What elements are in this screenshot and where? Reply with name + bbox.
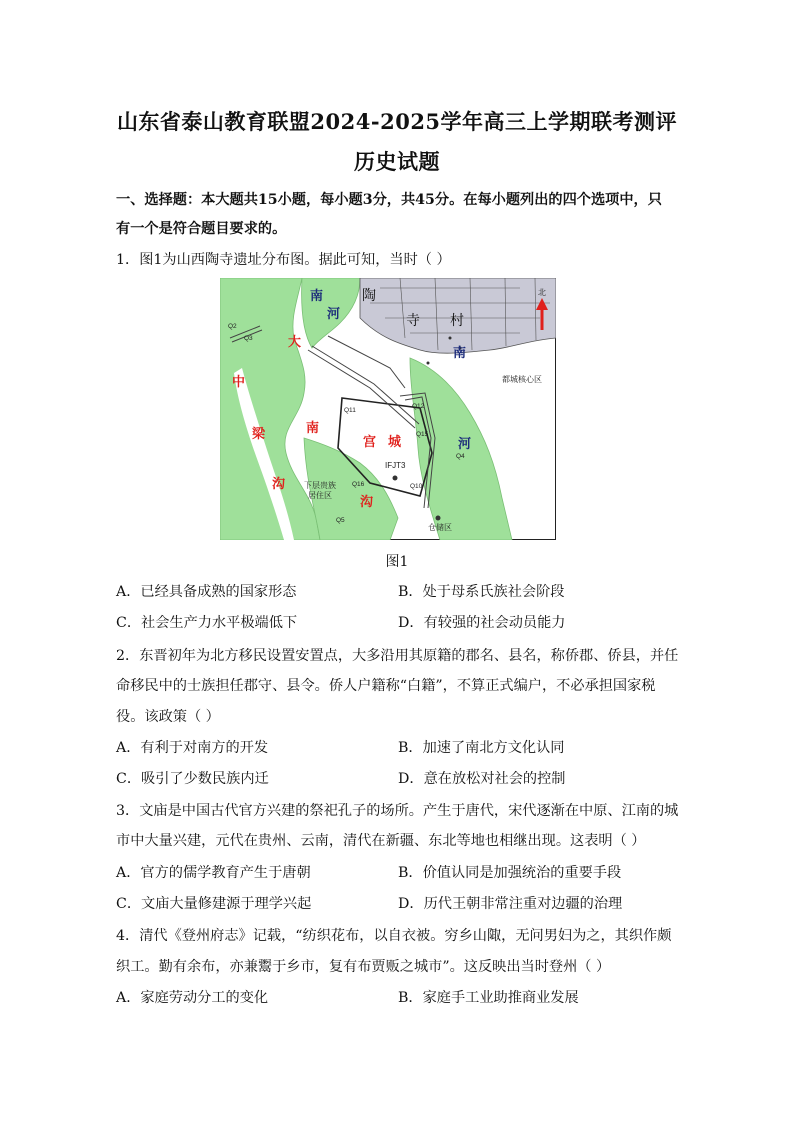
- map-label-nan-mid: 南: [306, 420, 320, 435]
- map-label-q10: Q10: [410, 483, 423, 490]
- map-label-q3: Q3: [244, 335, 253, 342]
- map-label-q4: Q4: [456, 453, 465, 460]
- map-label-nanhe-right-2: 河: [458, 436, 472, 451]
- question-4-line2: 织工。勤有余布，亦兼鬻于乡市，复有布贾贩之城市”。这反映出当时登州（ ）: [116, 959, 611, 975]
- map-label-nanhe-right-1: 南: [453, 345, 467, 360]
- map-label-cangchu: 仓储区: [428, 523, 452, 532]
- exam-title: 山东省泰山教育联盟2024-2025学年高三上学期联考测评: [116, 109, 678, 134]
- map-label-q12: Q12: [412, 403, 425, 410]
- question-4-line1: 4．清代《登州府志》记载，“纺织花布，以自衣被。穷乡山陬，无问男妇为之，其织作颇: [116, 928, 672, 944]
- section-instruction-line2: 有一个是符合题目要求的。: [116, 221, 287, 237]
- q2-option-c: C．吸引了少数民族内迁: [116, 771, 269, 787]
- map-label-gou-mid: 沟: [360, 494, 374, 509]
- map-label-tao: 陶: [362, 287, 376, 303]
- map-label-si: 寺: [406, 312, 420, 328]
- q2-option-d: D．意在放松对社会的控制: [398, 771, 566, 787]
- map-label-nanhe-2: 河: [327, 306, 341, 321]
- q3-option-d: D．历代王朝非常注重对边疆的治理: [398, 896, 623, 912]
- map-label-q15: Q15: [416, 431, 429, 438]
- figure-1-caption: 图1: [385, 554, 409, 570]
- question-3-line2: 市中大量兴建，元代在贵州、云南，清代在新疆、东北等地也相继出现。这表明（ ）: [116, 833, 646, 849]
- map-label-ducheng: 都城核心区: [502, 375, 542, 384]
- map-label-q2: Q2: [228, 323, 237, 330]
- question-2-line1: 2．东晋初年为北方移民设置安置点，大多沿用其原籍的郡名、县名，称侨郡、侨县，并任: [116, 648, 679, 664]
- map-label-gong: 宫: [363, 434, 377, 449]
- map-label-q5: Q5: [336, 517, 345, 524]
- map-label-zhong: 中: [232, 374, 246, 389]
- q4-option-a: A．家庭劳动分工的变化: [116, 990, 269, 1006]
- map-label-ifjt3: IFJT3: [385, 461, 406, 470]
- question-1-stem: 1．图1为山西陶寺遗址分布图。据此可知，当时（ ）: [116, 252, 451, 268]
- map-label-liang: 梁: [252, 426, 266, 441]
- q3-option-a: A．官方的儒学教育产生于唐朝: [116, 865, 311, 881]
- map-label-q11: Q11: [344, 407, 356, 414]
- taosi-site-map: [220, 278, 556, 540]
- map-label-north: 北: [538, 288, 546, 297]
- map-label-xiaceng: 下层贵族: [304, 481, 336, 490]
- map-label-juzhu: 居住区: [308, 491, 332, 500]
- map-label-cun: 村: [450, 312, 464, 328]
- q1-option-d: D．有较强的社会动员能力: [398, 615, 566, 631]
- q2-option-a: A．有利于对南方的开发: [116, 740, 269, 756]
- question-2-line3: 役。该政策（ ）: [116, 709, 220, 725]
- map-label-da: 大: [288, 334, 302, 349]
- map-label-nanhe-1: 南: [310, 288, 324, 303]
- q4-option-b: B．家庭手工业助推商业发展: [398, 990, 579, 1006]
- q1-option-c: C．社会生产力水平极端低下: [116, 615, 298, 631]
- q3-option-b: B．价值认同是加强统治的重要手段: [398, 865, 622, 881]
- q3-option-c: C．文庙大量修建源于理学兴起: [116, 896, 312, 912]
- map-label-cheng: 城: [388, 434, 402, 449]
- section-instruction-line1: 一、选择题：本大题共15小题，每小题3分，共45分。在每小题列出的四个选项中，只: [116, 192, 662, 208]
- q1-option-a: A．已经具备成熟的国家形态: [116, 584, 297, 600]
- q1-option-b: B．处于母系氏族社会阶段: [398, 584, 565, 600]
- question-3-line1: 3．文庙是中国古代官方兴建的祭祀孔子的场所。产生于唐代，宋代逐渐在中原、江南的城: [116, 803, 679, 819]
- exam-subtitle: 历史试题: [354, 149, 440, 174]
- question-2-line2: 命移民中的士族担任郡守、县令。侨人户籍称“白籍”，不算正式编户，不必承担国家税: [116, 678, 656, 694]
- map-label-gou-left: 沟: [272, 476, 286, 491]
- map-label-q16: Q16: [352, 481, 365, 488]
- q2-option-b: B．加速了南北方文化认同: [398, 740, 565, 756]
